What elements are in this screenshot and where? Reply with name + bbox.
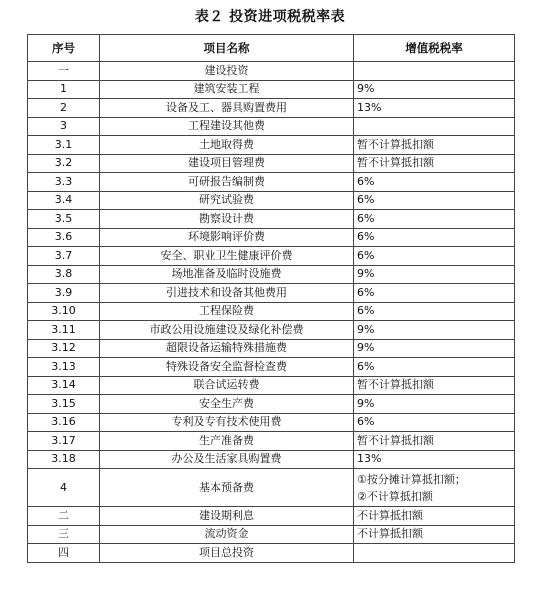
table-row [28,154,515,173]
header-rate: 增值税税率 [354,35,515,62]
table-row [28,191,515,210]
cell-rate: 6% [354,284,515,303]
cell-name: 专利及专有技术使用费 [100,413,354,432]
table-row [28,358,515,377]
cell-index: 3.16 [28,413,100,432]
cell-index: 3.3 [28,173,100,192]
cell-name: 工程建设其他费 [100,117,354,136]
cell-index: 3.9 [28,284,100,303]
table-title: 表２ 投资进项税税率表 [194,9,346,25]
table-row [28,525,515,544]
cell-name: 安全生产费 [100,395,354,414]
table-body [28,62,515,563]
cell-rate: 不计算抵扣额 [354,525,515,544]
cell-name: 可研报告编制费 [100,173,354,192]
header-index: 序号 [28,35,100,62]
cell-rate: 9% [354,321,515,340]
rate-line-2: ②不计算抵扣额 [357,489,433,503]
cell-index: 一 [28,62,100,81]
cell-rate [354,117,515,136]
table-row [28,395,515,414]
cell-index: 四 [28,544,100,563]
cell-name: 项目总投资 [100,544,354,563]
table-row [28,302,515,321]
cell-index: 1 [28,80,100,99]
cell-index: 3.5 [28,210,100,229]
cell-name: 建筑安装工程 [100,80,354,99]
cell-index: 3.8 [28,265,100,284]
cell-rate: 6% [354,247,515,266]
cell-name: 超限设备运输特殊措施费 [100,339,354,358]
cell-index: 3.11 [28,321,100,340]
cell-index: 二 [28,507,100,526]
cell-index: 3.15 [28,395,100,414]
table-row [28,544,515,563]
cell-index: 三 [28,525,100,544]
table-row [28,413,515,432]
cell-name: 勘察设计费 [100,210,354,229]
cell-index: 3.6 [28,228,100,247]
cell-name: 市政公用设施建设及绿化补偿费 [100,321,354,340]
cell-rate: 6% [354,191,515,210]
cell-rate [354,469,515,507]
cell-name: 办公及生活家具购置费 [100,450,354,469]
cell-name: 安全、职业卫生健康评价费 [100,247,354,266]
cell-name: 特殊设备安全监督检查费 [100,358,354,377]
cell-name: 环境影响评价费 [100,228,354,247]
cell-index: 3.10 [28,302,100,321]
cell-index: 3.14 [28,376,100,395]
cell-index: 3.4 [28,191,100,210]
cell-rate: 不计算抵扣额 [354,507,515,526]
table-row [28,507,515,526]
cell-rate: 6% [354,228,515,247]
table-row [28,265,515,284]
cell-index: 3 [28,117,100,136]
table-row [28,80,515,99]
cell-name: 土地取得费 [100,136,354,155]
cell-rate: 9% [354,339,515,358]
cell-rate: 13% [354,450,515,469]
table-row [28,469,515,507]
cell-rate: 暂不计算抵扣额 [354,154,515,173]
cell-rate: 6% [354,413,515,432]
cell-rate: 暂不计算抵扣额 [354,136,515,155]
cell-name: 建设投资 [100,62,354,81]
cell-rate: 6% [354,358,515,377]
cell-rate: 暂不计算抵扣额 [354,432,515,451]
table-header-row [28,35,515,62]
cell-index: 3.7 [28,247,100,266]
rate-line-1: ①按分摊计算抵扣额； [357,472,466,486]
table-row [28,62,515,81]
table-row [28,117,515,136]
cell-name: 联合试运转费 [100,376,354,395]
table-row [28,339,515,358]
cell-index: 2 [28,99,100,118]
cell-name: 引进技术和设备其他费用 [100,284,354,303]
table-row [28,210,515,229]
cell-index: 3.18 [28,450,100,469]
cell-name: 建设项目管理费 [100,154,354,173]
cell-index: 3.17 [28,432,100,451]
table-row [28,321,515,340]
table-row [28,247,515,266]
cell-index: 3.1 [28,136,100,155]
table-row [28,284,515,303]
cell-name: 研究试验费 [100,191,354,210]
table-row [28,136,515,155]
cell-rate: 6% [354,302,515,321]
cell-rate: 9% [354,395,515,414]
cell-index: 3.13 [28,358,100,377]
cell-index: 3.2 [28,154,100,173]
cell-rate: 暂不计算抵扣额 [354,376,515,395]
cell-rate: 13% [354,99,515,118]
table-row [28,376,515,395]
cell-rate: 6% [354,210,515,229]
cell-name: 建设期利息 [100,507,354,526]
cell-name: 基本预备费 [100,469,354,507]
cell-rate: 6% [354,173,515,192]
table-row [28,450,515,469]
cell-name: 流动资金 [100,525,354,544]
table-row [28,99,515,118]
table-row [28,173,515,192]
cell-rate: 9% [354,80,515,99]
cell-rate [354,544,515,563]
cell-rate: 9% [354,265,515,284]
cell-name: 工程保险费 [100,302,354,321]
header-name: 项目名称 [100,35,354,62]
cell-index: 3.12 [28,339,100,358]
cell-rate [354,62,515,81]
cell-name: 场地准备及临时设施费 [100,265,354,284]
cell-index: 4 [28,469,100,507]
cell-name: 生产准备费 [100,432,354,451]
cell-name: 设备及工、器具购置费用 [100,99,354,118]
table-row [28,228,515,247]
tax-rate-table [27,34,515,563]
table-row [28,432,515,451]
